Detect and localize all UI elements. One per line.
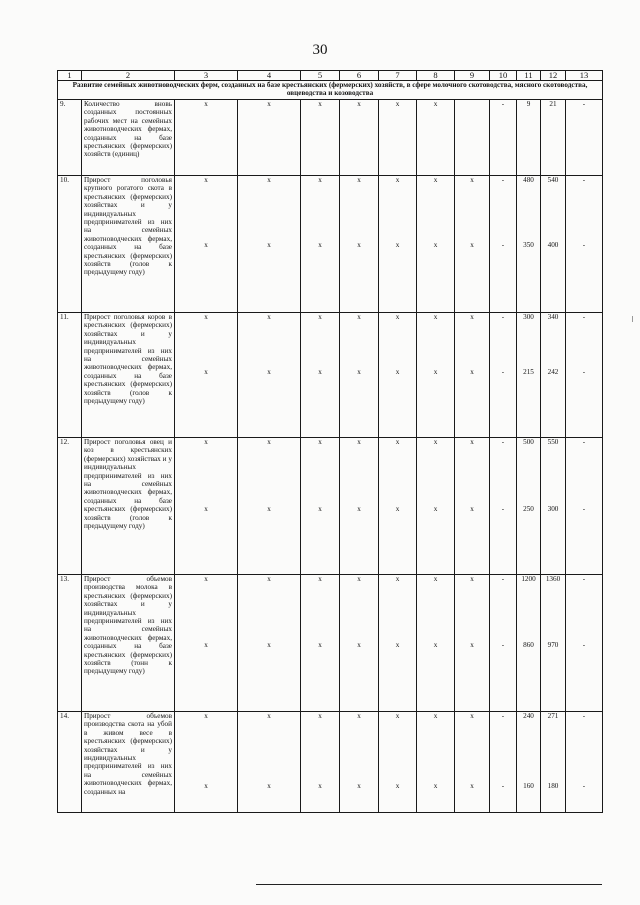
value-cell: [517, 575, 541, 712]
value-cell: [238, 712, 301, 813]
table-row: [58, 313, 603, 438]
value-cell: [541, 100, 566, 176]
value-total: x: [204, 313, 208, 321]
value-total: x: [267, 712, 271, 720]
value-total: x: [318, 712, 322, 720]
value-total: 21: [549, 100, 557, 108]
value-cell: [379, 712, 417, 813]
value-total: x: [204, 575, 208, 583]
value-cell: [238, 438, 301, 575]
value-cell: [490, 438, 517, 575]
value-cell: [175, 712, 238, 813]
value-cell: [490, 575, 517, 712]
value-cell: [455, 438, 490, 575]
value-total: x: [470, 313, 474, 321]
value-cell: [455, 575, 490, 712]
indicator-name: Количество вновь созданных постоянных рабочих мест на семейных животноводческих фермах, созданных на базе крестьянских (фермерских) хозяйств (единиц): [82, 100, 175, 176]
value-cell: [490, 100, 517, 176]
value-family-farms: -: [501, 505, 505, 513]
value-total: -: [582, 100, 586, 108]
table-row: [58, 575, 603, 712]
row-number: 11.: [58, 313, 82, 438]
value-total: x: [357, 313, 361, 321]
value-family-farms: -: [582, 782, 586, 790]
value-cell: [566, 575, 603, 712]
row-number: 9.: [58, 100, 82, 176]
value-cell: [175, 313, 238, 438]
value-cell: [566, 438, 603, 575]
value-family-farms: x: [357, 241, 361, 249]
value-cell: [238, 575, 301, 712]
value-total: -: [501, 712, 505, 720]
value-family-farms: 180: [547, 782, 559, 790]
value-cell: [340, 100, 379, 176]
value-family-farms: 160: [523, 782, 534, 790]
value-cell: [379, 100, 417, 176]
value-total: x: [470, 176, 474, 184]
table-row: [58, 176, 603, 313]
value-cell: [490, 176, 517, 313]
value-family-farms: x: [318, 782, 322, 790]
value-family-farms: -: [582, 368, 586, 376]
value-total: x: [204, 438, 208, 446]
value-total: x: [267, 100, 271, 108]
value-total: -: [501, 575, 505, 583]
value-cell: [517, 176, 541, 313]
row-number: 10.: [58, 176, 82, 313]
value-family-farms: x: [470, 368, 474, 376]
value-family-farms: x: [433, 641, 438, 649]
table-rows: [58, 100, 603, 813]
value-family-farms: x: [204, 505, 208, 513]
value-cell: [455, 176, 490, 313]
value-family-farms: x: [267, 641, 271, 649]
value-family-farms: 242: [547, 368, 559, 376]
value-cell: [455, 100, 490, 176]
value-family-farms: 860: [523, 641, 534, 649]
row-number: 14.: [58, 712, 82, 813]
table-row: [58, 100, 603, 176]
value-total: x: [267, 438, 271, 446]
value-total: -: [501, 438, 505, 446]
value-total: x: [470, 438, 474, 446]
indicators-table: [57, 70, 603, 813]
value-family-farms: x: [395, 782, 400, 790]
value-cell: [541, 712, 566, 813]
value-total: x: [357, 712, 361, 720]
value-cell: [301, 313, 340, 438]
value-total: x: [433, 100, 438, 108]
value-family-farms: x: [357, 782, 361, 790]
value-family-farms: x: [318, 641, 322, 649]
value-cell: [238, 176, 301, 313]
value-family-farms: x: [470, 241, 474, 249]
value-total: x: [433, 575, 438, 583]
scan-mark: [632, 316, 633, 322]
value-cell: [379, 313, 417, 438]
value-total: x: [357, 176, 361, 184]
value-family-farms: x: [204, 241, 208, 249]
value-family-farms: x: [433, 782, 438, 790]
value-cell: [340, 575, 379, 712]
value-family-farms: 250: [523, 505, 534, 513]
value-cell: [175, 100, 238, 176]
value-family-farms: x: [204, 641, 208, 649]
value-family-farms: x: [433, 368, 438, 376]
value-cell: [301, 100, 340, 176]
value-cell: [238, 313, 301, 438]
value-cell: [455, 313, 490, 438]
value-total: x: [433, 313, 438, 321]
value-total: x: [204, 176, 208, 184]
value-cell: [541, 176, 566, 313]
value-total: 480: [523, 176, 534, 184]
value-total: x: [470, 575, 474, 583]
col-header: 6: [340, 71, 379, 81]
value-family-farms: -: [582, 241, 586, 249]
value-total: 1200: [521, 575, 536, 583]
value-family-farms: x: [470, 505, 474, 513]
col-header: 2: [82, 71, 175, 81]
value-family-farms: x: [470, 641, 474, 649]
col-header: 7: [379, 71, 417, 81]
value-family-farms: 400: [547, 241, 559, 249]
value-cell: [517, 100, 541, 176]
value-total: 340: [547, 313, 559, 321]
value-total: x: [357, 100, 361, 108]
value-total: 500: [523, 438, 534, 446]
value-total: -: [582, 438, 586, 446]
value-family-farms: -: [501, 368, 505, 376]
value-cell: [417, 176, 455, 313]
section-title: Развитие семейных животноводческих ферм, созданных на базе крестьянских (фермерских) хозяйств, в сфере молочного скотоводства, мясного скотоводства, овцеводства и козоводства: [58, 81, 603, 100]
value-cell: [417, 575, 455, 712]
value-total: x: [204, 100, 208, 108]
value-family-farms: x: [204, 368, 208, 376]
value-total: x: [395, 176, 400, 184]
value-cell: [517, 313, 541, 438]
value-family-farms: 350: [523, 241, 534, 249]
value-cell: [541, 438, 566, 575]
value-total: x: [318, 438, 322, 446]
page-number: 30: [312, 42, 328, 58]
value-family-farms: x: [357, 368, 361, 376]
value-cell: [517, 438, 541, 575]
value-family-farms: -: [501, 241, 505, 249]
value-total: -: [501, 313, 505, 321]
indicator-name: Прирост объемов производства скота на убой в живом весе в крестьянских (фермерских) хозяйствах и у индивидуальных предпринимателей из них на семейных животноводческих фермах, созданных на: [82, 712, 175, 813]
value-family-farms: x: [318, 241, 322, 249]
row-number: 12.: [58, 438, 82, 575]
value-total: x: [318, 100, 322, 108]
value-total: 1360: [545, 575, 561, 583]
value-family-farms: 300: [547, 505, 559, 513]
indicator-name: Прирост поголовья крупного рогатого скота в крестьянских (фермерских) хозяйствах и у индивидуальных предпринимателей из них на семейных животноводческих фермах, созданных на базе крестьянских (фермерских) хозяйств (голов к предыдущему году): [82, 176, 175, 313]
value-cell: [175, 438, 238, 575]
col-header: 1: [58, 71, 82, 81]
value-family-farms: x: [318, 505, 322, 513]
value-total: x: [395, 100, 400, 108]
value-cell: [379, 438, 417, 575]
value-total: x: [433, 712, 438, 720]
value-cell: [301, 438, 340, 575]
value-cell: [566, 712, 603, 813]
col-header: 11: [517, 71, 541, 81]
value-family-farms: x: [470, 782, 474, 790]
value-family-farms: x: [357, 505, 361, 513]
value-family-farms: -: [582, 641, 586, 649]
value-total: x: [357, 438, 361, 446]
col-header: 5: [301, 71, 340, 81]
value-total: x: [395, 313, 400, 321]
value-total: 240: [523, 712, 534, 720]
value-cell: [455, 712, 490, 813]
table-row: [58, 438, 603, 575]
value-total: 300: [523, 313, 534, 321]
indicator-name: Прирост поголовья коров в крестьянских (фермерских) хозяйствах и у индивидуальных предпринимателей из них на семейных животноводческих фермах, созданных на базе крестьянских (фермерских) хозяйств (голов к предыдущему году): [82, 313, 175, 438]
value-cell: [490, 712, 517, 813]
value-total: -: [582, 712, 586, 720]
section-title-row: [58, 81, 603, 100]
value-total: x: [267, 313, 271, 321]
value-cell: [566, 176, 603, 313]
value-cell: [379, 575, 417, 712]
value-family-farms: x: [395, 368, 400, 376]
value-family-farms: x: [267, 368, 271, 376]
table-row: [58, 712, 603, 813]
indicator-name: Прирост объемов производства молока в крестьянских (фермерских) хозяйствах и у индивидуальных предпринимателей из них на семейных животноводческих фермах, созданных на базе крестьянских (фермерских) хозяйств (тонн к предыдущему году): [82, 575, 175, 712]
value-cell: [566, 100, 603, 176]
value-family-farms: x: [204, 782, 208, 790]
value-total: x: [470, 712, 474, 720]
col-header: 3: [175, 71, 238, 81]
col-header: 8: [417, 71, 455, 81]
footer-rule: [256, 884, 602, 885]
col-header: 13: [566, 71, 603, 81]
value-family-farms: x: [267, 782, 271, 790]
col-header: 9: [455, 71, 490, 81]
value-cell: [490, 313, 517, 438]
value-total: x: [267, 176, 271, 184]
value-cell: [417, 438, 455, 575]
value-total: x: [357, 575, 361, 583]
value-family-farms: x: [433, 505, 438, 513]
value-family-farms: x: [267, 505, 271, 513]
value-cell: [238, 100, 301, 176]
value-total: 271: [547, 712, 559, 720]
value-cell: [340, 712, 379, 813]
value-total: x: [395, 575, 400, 583]
value-total: x: [318, 313, 322, 321]
value-total: x: [318, 176, 322, 184]
value-cell: [417, 100, 455, 176]
value-total: -: [501, 176, 505, 184]
value-cell: [379, 176, 417, 313]
value-cell: [517, 712, 541, 813]
indicator-name: Прирост поголовья овец и коз в крестьянских (фермерских) хозяйствах и у индивидуальных предпринимателей из них на семейных животноводческих фермах, созданных на базе крестьянских (фермерских) хозяйств (голов к предыдущему году): [82, 438, 175, 575]
value-family-farms: x: [395, 241, 400, 249]
value-family-farms: x: [357, 641, 361, 649]
value-cell: [417, 712, 455, 813]
value-total: x: [318, 575, 322, 583]
row-number: 13.: [58, 575, 82, 712]
value-cell: [175, 575, 238, 712]
value-total: x: [395, 438, 400, 446]
value-total: -: [582, 176, 586, 184]
value-cell: [301, 575, 340, 712]
value-total: x: [433, 176, 438, 184]
value-total: 550: [547, 438, 559, 446]
value-total: -: [582, 575, 586, 583]
value-family-farms: 215: [523, 368, 534, 376]
value-total: 9: [526, 100, 531, 108]
value-family-farms: -: [501, 782, 505, 790]
value-total: -: [582, 313, 586, 321]
value-cell: [175, 176, 238, 313]
value-cell: [340, 313, 379, 438]
value-cell: [541, 575, 566, 712]
value-cell: [340, 438, 379, 575]
value-total: x: [395, 712, 400, 720]
value-cell: [541, 313, 566, 438]
value-family-farms: x: [395, 505, 400, 513]
value-family-farms: x: [433, 241, 438, 249]
value-total: 540: [547, 176, 559, 184]
col-header: 10: [490, 71, 517, 81]
value-total: x: [433, 438, 438, 446]
col-header: 12: [541, 71, 566, 81]
value-total: -: [501, 100, 505, 108]
value-cell: [566, 313, 603, 438]
column-number-row: [58, 71, 603, 81]
value-family-farms: x: [267, 241, 271, 249]
value-family-farms: -: [501, 641, 505, 649]
value-cell: [301, 712, 340, 813]
value-family-farms: x: [318, 368, 322, 376]
value-total: x: [267, 575, 271, 583]
value-total: x: [204, 712, 208, 720]
value-family-farms: 970: [547, 641, 559, 649]
value-family-farms: -: [582, 505, 586, 513]
col-header: 4: [238, 71, 301, 81]
value-family-farms: x: [395, 641, 400, 649]
value-cell: [301, 176, 340, 313]
value-cell: [340, 176, 379, 313]
value-cell: [417, 313, 455, 438]
